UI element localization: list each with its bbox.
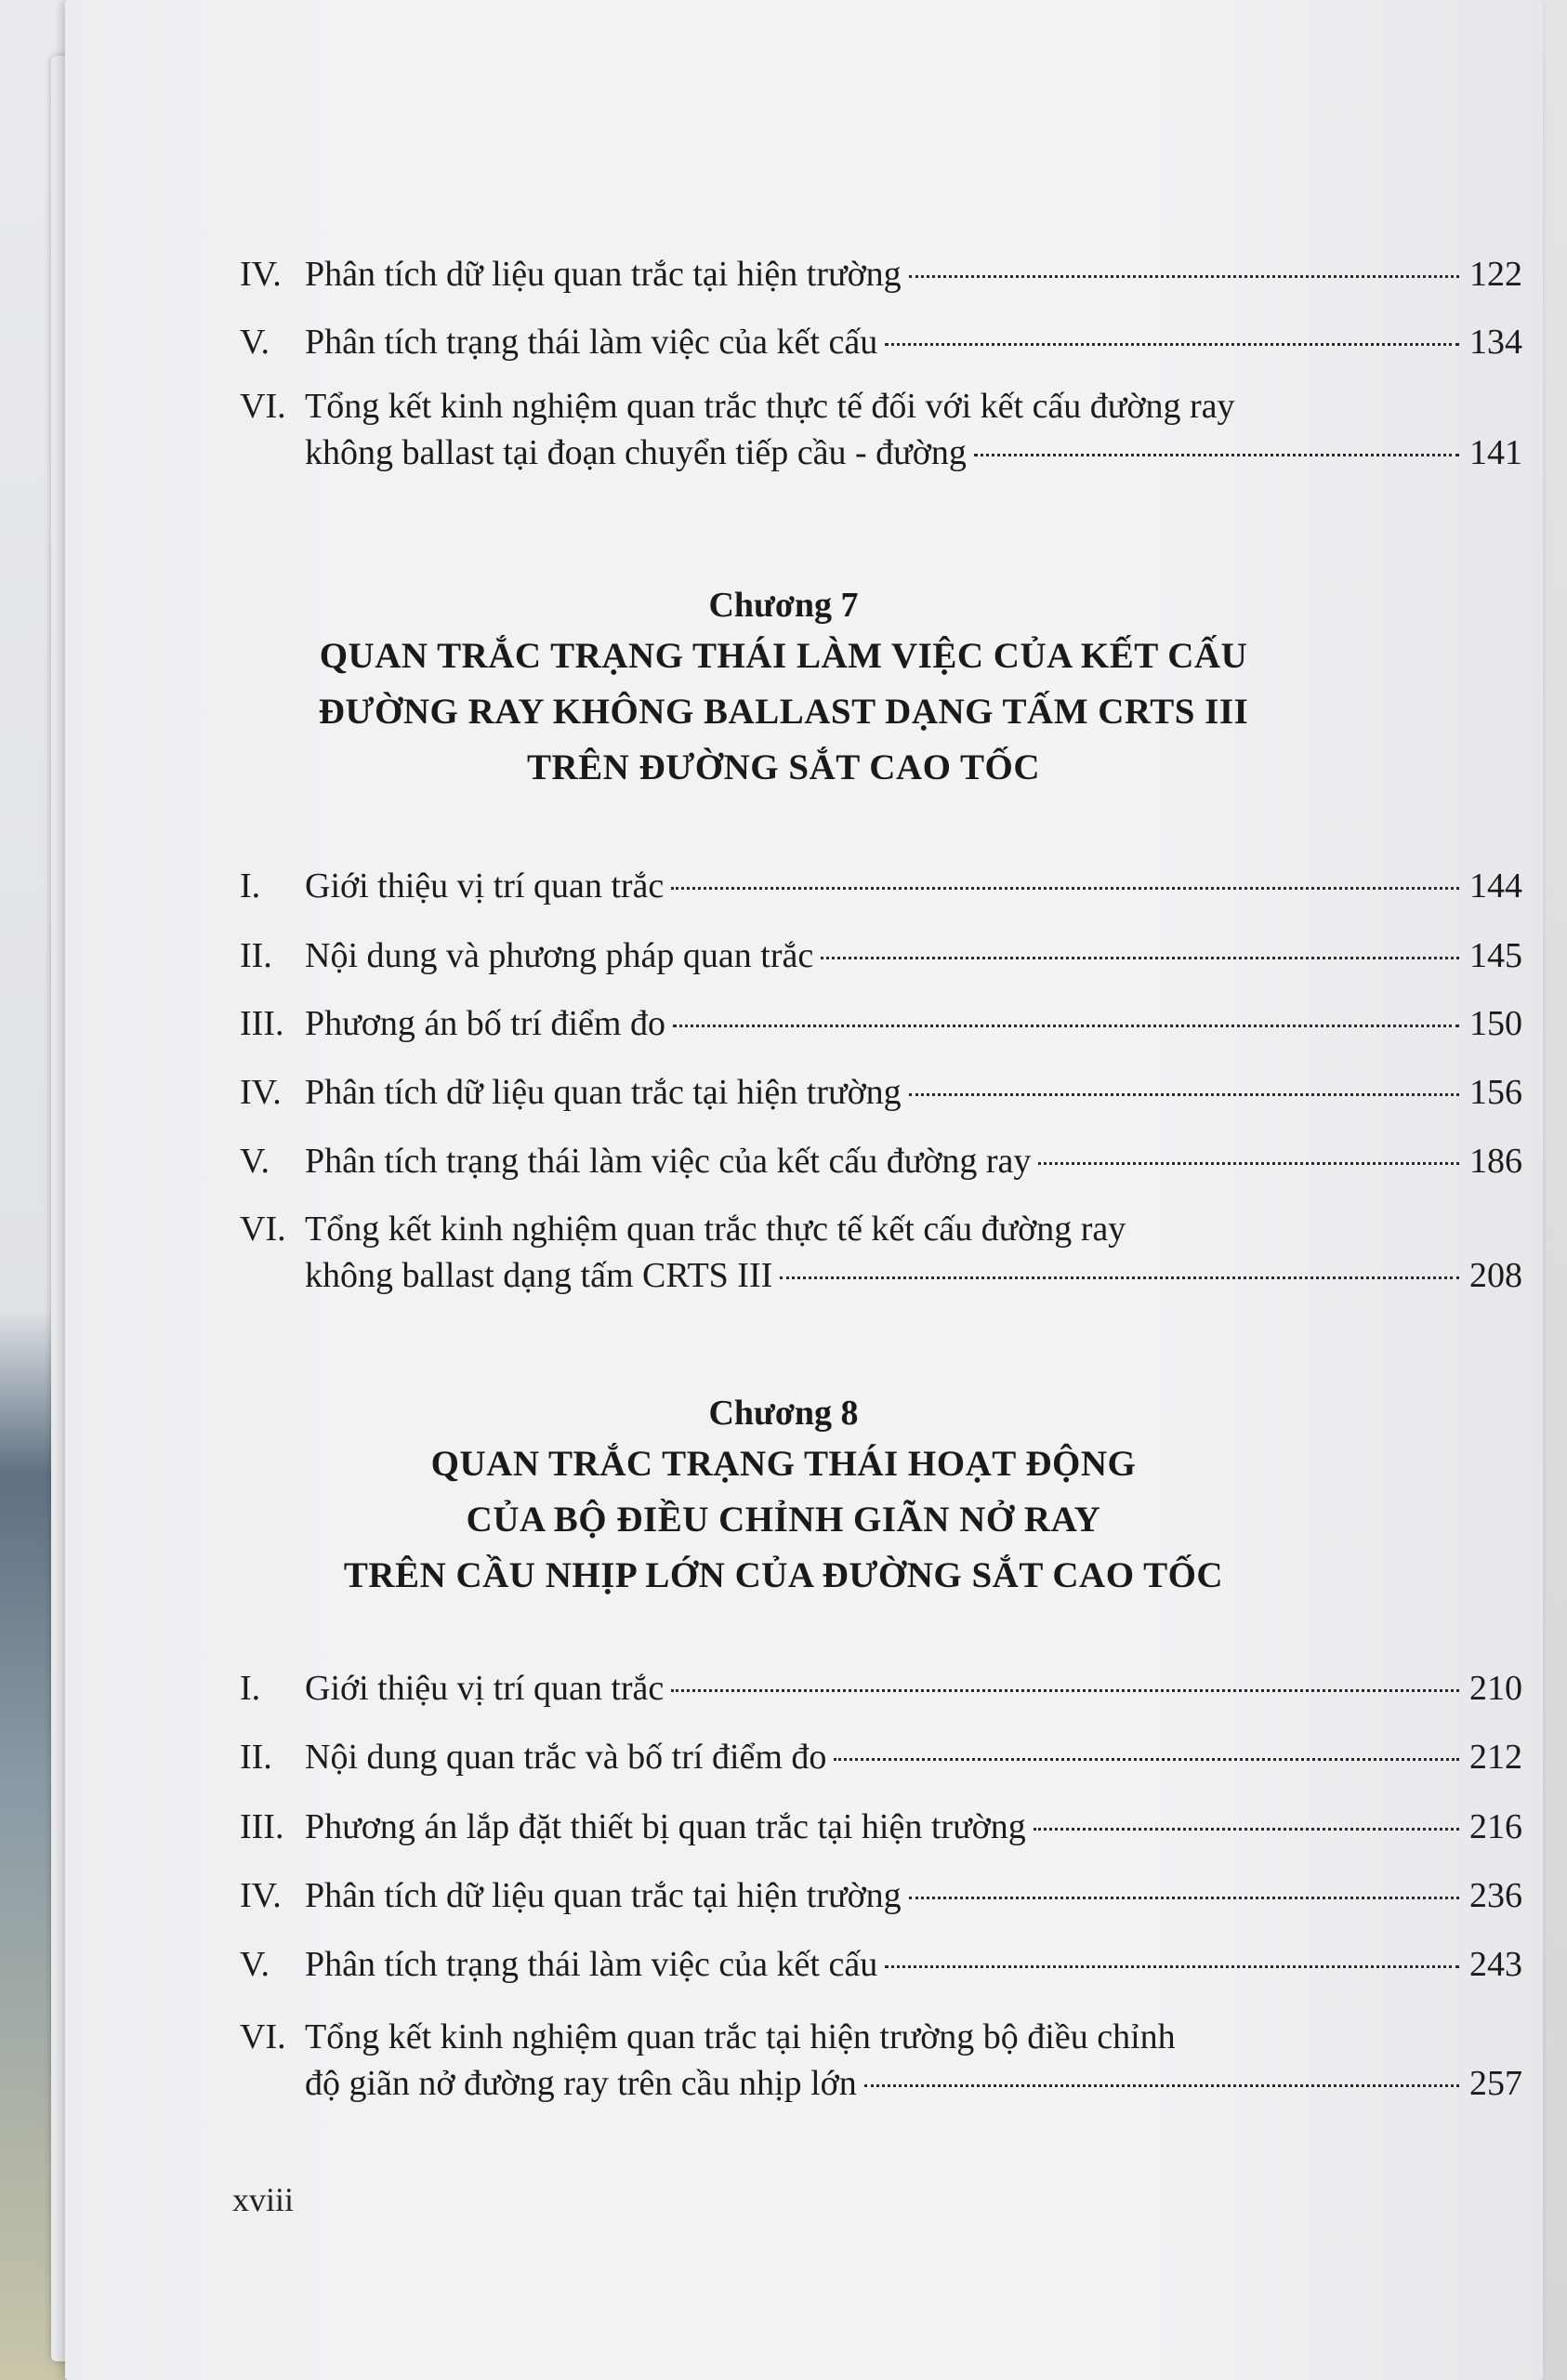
dot-leader (821, 957, 1459, 959)
toc-title-continued: không ballast dạng tấm CRTS III (305, 1256, 773, 1295)
dot-leader (974, 454, 1459, 456)
toc-page-number: 186 (1469, 1142, 1522, 1181)
chapter-heading-line: TRÊN CẦU NHỊP LỚN CỦA ĐƯỜNG SẮT CAO TỐC (343, 1555, 1224, 1595)
toc-page-number: 150 (1469, 1004, 1522, 1043)
dot-leader (1038, 1162, 1459, 1165)
toc-number: VI. (240, 387, 286, 426)
toc-entry (240, 1941, 1522, 1988)
toc-page-number: 122 (1469, 255, 1522, 294)
dot-leader (671, 887, 1459, 890)
dot-leader (1034, 1828, 1459, 1831)
toc-page-number: 156 (1469, 1073, 1522, 1112)
dot-leader (909, 1897, 1459, 1899)
dot-leader (834, 1758, 1459, 1761)
toc-entry (240, 1138, 1522, 1184)
toc-title: Phân tích dữ liệu quan trắc tại hiện trường (305, 1876, 902, 1915)
toc-title: Phân tích dữ liệu quan trắc tại hiện trường (305, 255, 902, 294)
toc-entry (240, 1206, 1522, 1299)
toc-title: Phân tích trạng thái làm việc của kết cấu (305, 1945, 878, 1984)
dot-leader (885, 343, 1459, 346)
chapter-heading-line: ĐƯỜNG RAY KHÔNG BALLAST DẠNG TẤM CRTS III (318, 692, 1249, 732)
toc-number: VI. (240, 2017, 286, 2056)
chapter-label: Chương 7 (708, 586, 859, 625)
toc-number: I. (240, 1669, 261, 1708)
chapter-heading-line: QUAN TRẮC TRẠNG THÁI HOẠT ĐỘNG (430, 1444, 1137, 1484)
dot-leader (671, 1689, 1459, 1692)
toc-title: Phân tích trạng thái làm việc của kết cấu đường ray (305, 1142, 1032, 1181)
toc-title: Giới thiệu vị trí quan trắc (305, 866, 665, 906)
dot-leader (909, 275, 1459, 278)
toc-number: IV. (240, 1073, 282, 1112)
toc-entry (240, 1804, 1522, 1850)
dot-leader (909, 1093, 1459, 1096)
toc-entry (240, 319, 1522, 365)
toc-entry (240, 251, 1522, 298)
toc-number: VI. (240, 1210, 286, 1249)
toc-page-number: 243 (1469, 1945, 1522, 1984)
toc-title: Nội dung và phương pháp quan trắc (305, 936, 814, 975)
toc-title: Phân tích trạng thái làm việc của kết cấu (305, 323, 878, 362)
toc-title: Phương án lắp đặt thiết bị quan trắc tại hiện trường (305, 1807, 1026, 1846)
toc-title: Nội dung quan trắc và bố trí điểm đo (305, 1738, 827, 1777)
toc-page-number: 145 (1469, 936, 1522, 975)
chapter-heading-line: QUAN TRẮC TRẠNG THÁI LÀM VIỆC CỦA KẾT CẤU (319, 636, 1248, 676)
toc-entry (240, 863, 1522, 909)
toc-number: IV. (240, 255, 282, 294)
toc-page-number: 144 (1469, 866, 1522, 906)
toc-page-number: 210 (1469, 1669, 1522, 1708)
page-footer-number: xviii (232, 2181, 295, 2218)
chapter-7-header (0, 582, 1567, 796)
toc-entry (240, 1734, 1522, 1780)
toc-page-number: 212 (1469, 1738, 1522, 1777)
dot-leader (780, 1276, 1459, 1279)
toc-number: III. (240, 1807, 284, 1846)
dot-leader (864, 2084, 1459, 2087)
toc-entry (240, 932, 1522, 979)
toc-number: II. (240, 1738, 272, 1777)
toc-entry (240, 383, 1522, 476)
toc-title: Tổng kết kinh nghiệm quan trắc thực tế kết cấu đường ray (305, 1210, 1126, 1249)
toc-entry (240, 1872, 1522, 1919)
toc-page-number: 236 (1469, 1876, 1522, 1915)
toc-title: Phương án bố trí điểm đo (305, 1004, 665, 1043)
toc-title: Tổng kết kinh nghiệm quan trắc tại hiện trường bộ điều chỉnh (305, 2017, 1176, 2056)
chapter-heading-line: CỦA BỘ ĐIỀU CHỈNH GIÃN NỞ RAY (466, 1500, 1101, 1540)
toc-number: II. (240, 936, 272, 975)
toc-number: V. (240, 1142, 270, 1181)
chapter-heading-line: TRÊN ĐƯỜNG SẮT CAO TỐC (526, 747, 1041, 787)
toc-entry (240, 1000, 1522, 1047)
toc-title: Tổng kết kinh nghiệm quan trắc thực tế đối với kết cấu đường ray (305, 387, 1235, 426)
toc-entry (240, 1069, 1522, 1116)
toc-entry (240, 1665, 1522, 1712)
toc-title: Phân tích dữ liệu quan trắc tại hiện trường (305, 1073, 902, 1112)
dot-leader (673, 1025, 1459, 1027)
toc-number: V. (240, 1945, 270, 1984)
toc-page-number: 134 (1469, 323, 1522, 362)
toc-number: IV. (240, 1876, 282, 1915)
toc-number: V. (240, 323, 270, 362)
toc-page-number: 141 (1469, 433, 1522, 472)
toc-number: I. (240, 866, 261, 906)
toc-page-number: 257 (1469, 2064, 1522, 2103)
toc-entry (240, 2014, 1522, 2107)
toc-title: Giới thiệu vị trí quan trắc (305, 1669, 665, 1708)
dot-leader (885, 1965, 1459, 1968)
chapter-8-header (0, 1390, 1567, 1604)
toc-page-number: 208 (1469, 1256, 1522, 1295)
chapter-label: Chương 8 (708, 1394, 859, 1433)
toc-title-continued: không ballast tại đoạn chuyển tiếp cầu - đường (305, 433, 967, 472)
toc-title-continued: độ giãn nở đường ray trên cầu nhịp lớn (305, 2064, 857, 2103)
toc-number: III. (240, 1004, 284, 1043)
toc-page-number: 216 (1469, 1807, 1522, 1846)
